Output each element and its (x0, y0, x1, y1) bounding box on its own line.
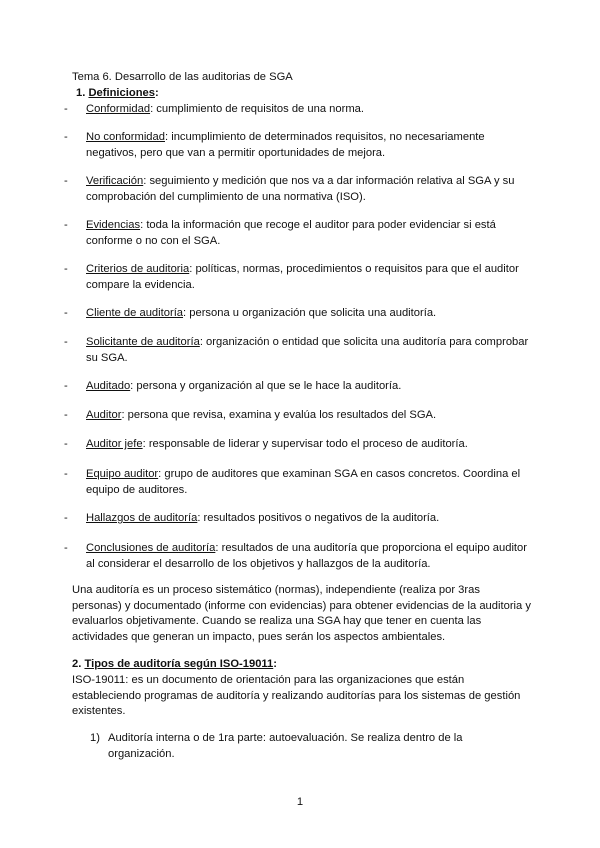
definition-body (86, 437, 534, 453)
definition-body (86, 218, 534, 249)
definition-text: organización o entidad que solicita una auditoría para comprobar su SGA. (86, 336, 529, 364)
definition-body (86, 408, 534, 424)
definition-term: Auditor (86, 409, 122, 421)
bullet-dash: - (64, 542, 68, 554)
definition-separator: : (164, 131, 172, 143)
definition-separator: : (142, 438, 149, 450)
section-number: 2. (72, 658, 85, 670)
definition-separator: : (183, 307, 190, 319)
definition-body (86, 174, 534, 205)
bullet-dash: - (64, 131, 68, 143)
definition-separator: : (158, 468, 165, 480)
definition-body (86, 262, 534, 293)
definition-term: Conclusiones de auditoría (86, 542, 216, 554)
bullet-dash: - (64, 380, 68, 392)
bullet-dash: - (64, 512, 68, 524)
definition-body (86, 379, 534, 395)
definition-text: grupo de auditores que examinan SGA en casos concretos. Coordina el equipo de auditores. (86, 468, 521, 496)
definition-text: incumplimiento de determinados requisitos, no necesariamente negativos, pero que van a permitir oportunidades de mejora. (86, 131, 485, 159)
document-title: Tema 6. Desarrollo de las auditorias de SGA (72, 71, 293, 83)
bullet-dash: - (64, 307, 68, 319)
definition-body (86, 306, 534, 322)
section-colon: : (154, 87, 159, 99)
section-number: 1. (76, 87, 89, 99)
section-colon: : (273, 658, 277, 670)
section-heading-definiciones (76, 86, 159, 102)
definition-separator: : (121, 409, 128, 421)
definition-term: No conformidad (86, 131, 165, 143)
definition-text: responsable de liderar y supervisar todo el proceso de auditoría. (148, 438, 468, 450)
definition-text: toda la información que recoge el auditor para poder evidenciar si está conforme o no con el SGA. (86, 219, 496, 247)
section-title: Tipos de auditoría según ISO-19011 (84, 658, 274, 670)
definition-separator: : (189, 263, 196, 275)
definition-body (86, 130, 534, 161)
definition-text: persona y organización al que se le hace la auditoría. (136, 380, 402, 392)
definition-separator: : (130, 380, 137, 392)
section-title: Definiciones (88, 87, 155, 99)
definition-text: cumplimiento de requisitos de una norma. (156, 103, 364, 115)
bullet-dash: - (64, 409, 68, 421)
bullet-dash: - (64, 175, 68, 187)
bullet-dash: - (64, 263, 68, 275)
definition-term: Evidencias (86, 219, 141, 231)
bullet-dash: - (64, 438, 68, 450)
definition-body (86, 541, 534, 572)
definition-body (86, 335, 534, 366)
definition-body (86, 467, 534, 498)
definition-separator: : (215, 542, 222, 554)
definition-text: resultados de una auditoría que proporciona el equipo auditor al considerar el desarrollo de los objetivos y hallazgos de la auditoría. (86, 542, 527, 570)
definition-term: Verificación (86, 175, 144, 187)
bullet-dash: - (64, 336, 68, 348)
definition-term: Conformidad (86, 103, 151, 115)
definition-term: Solicitante de auditoría (86, 336, 200, 348)
section-heading-tipos (72, 657, 277, 673)
definition-term: Criterios de auditoria (86, 263, 190, 275)
bullet-dash: - (64, 468, 68, 480)
bullet-dash: - (64, 219, 68, 231)
paragraph-auditoria: Una auditoría es un proceso sistemático (normas), independiente (realiza por 3ras personas) y documentado (informe con evidencias) para obtener evidencias de la auditoria y evaluarlos objetivamente. Cuando se realiza una SGA hay que tener en cuenta las actividades que generan un impacto, pues serán los aspectos ambientales. (72, 584, 531, 643)
definition-term: Auditado (86, 380, 131, 392)
paragraph-iso-19011: ISO-19011: es un documento de orientación para las organizaciones que están estableciendo programas de auditoría y realizando auditorías para los sistemas de gestión existentes. (72, 674, 521, 717)
list-number: 1) (90, 732, 100, 744)
definition-separator: : (199, 336, 207, 348)
definition-body (86, 511, 534, 527)
definition-text: políticas, normas, procedimientos o requisitos para que el auditor compare la evidencia. (86, 263, 519, 291)
definition-body (86, 102, 534, 118)
definition-term: Auditor jefe (86, 438, 143, 450)
definition-text: persona u organización que solicita una auditoría. (189, 307, 437, 319)
definition-separator: : (197, 512, 204, 524)
definition-separator: : (140, 219, 147, 231)
definition-separator: : (150, 103, 157, 115)
page-number: 1 (296, 796, 304, 808)
definition-term: Hallazgos de auditoría (86, 512, 198, 524)
definition-text: resultados positivos o negativos de la auditoría. (203, 512, 440, 524)
bullet-dash: - (64, 103, 68, 115)
definition-text: persona que revisa, examina y evalúa los resultados del SGA. (127, 409, 437, 421)
definition-term: Cliente de auditoría (86, 307, 184, 319)
definition-text: seguimiento y medición que nos va a dar información relativa al SGA y su comprobación del cumplimiento de una normativa (ISO). (86, 175, 515, 203)
list-text: Auditoría interna o de 1ra parte: autoevaluación. Se realiza dentro de la organización. (108, 732, 463, 760)
definition-term: Equipo auditor (86, 468, 159, 480)
definition-separator: : (143, 175, 150, 187)
